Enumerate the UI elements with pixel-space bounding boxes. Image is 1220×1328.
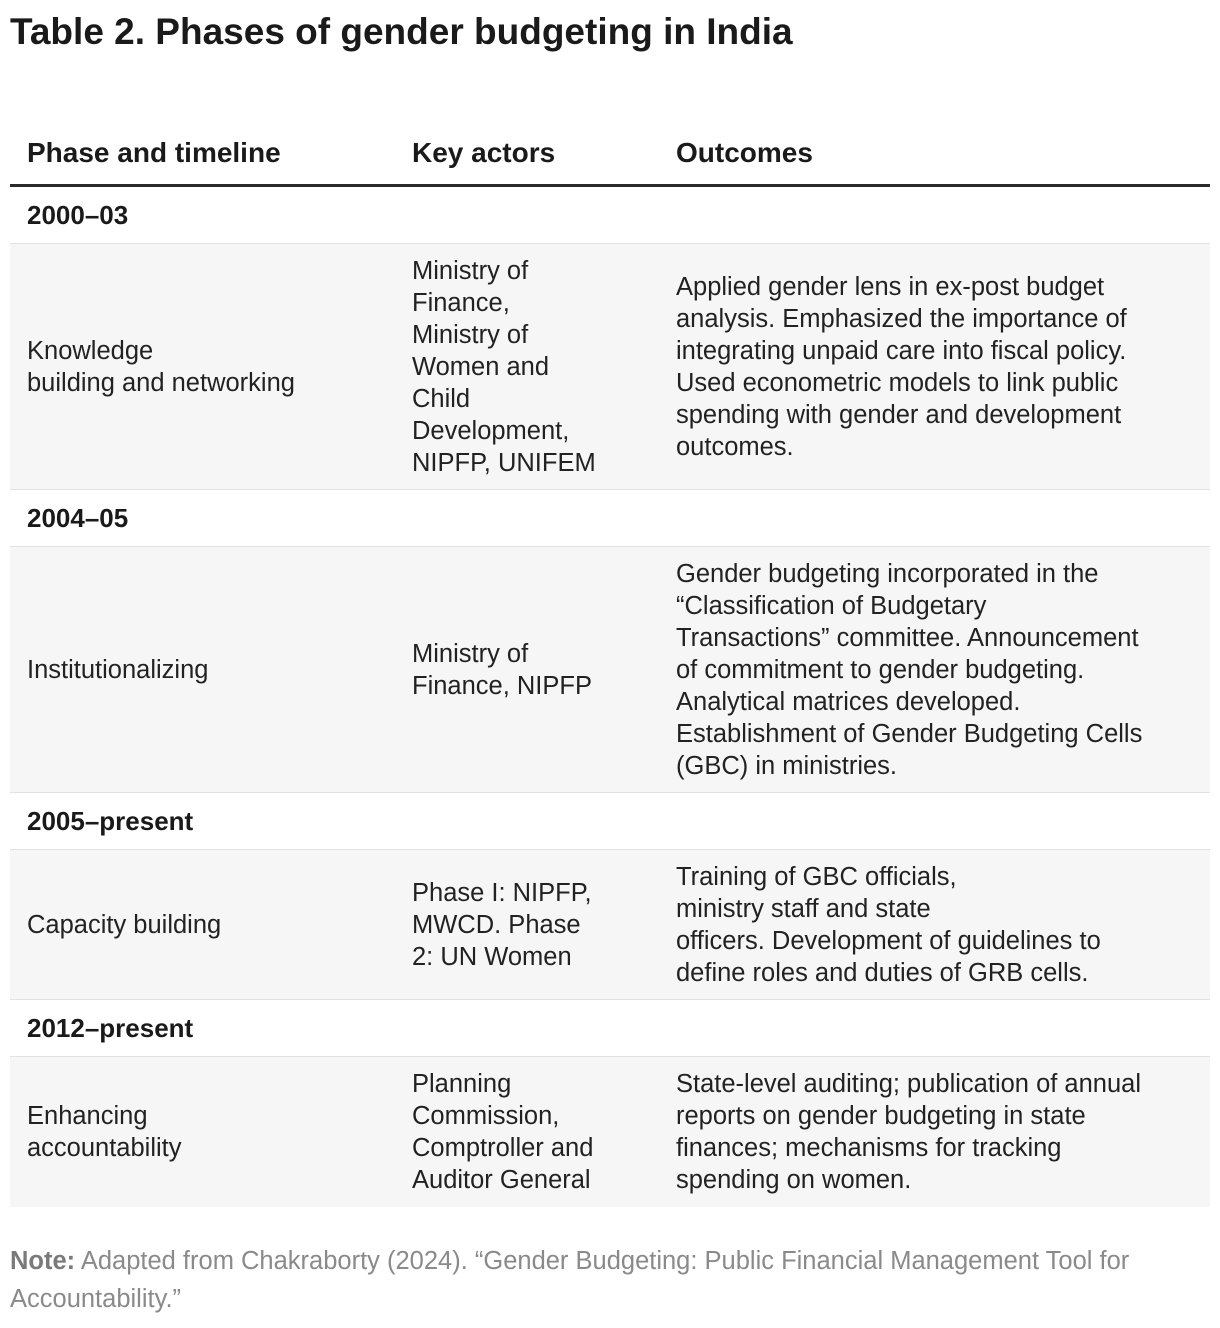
period-label: 2000–03 bbox=[27, 199, 129, 230]
actors-cell: Ministry of Finance, NIPFP bbox=[412, 639, 592, 700]
table-title: Table 2. Phases of gender budgeting in India bbox=[10, 11, 793, 52]
period-row bbox=[10, 187, 1210, 244]
header-outcomes: Outcomes bbox=[676, 137, 813, 168]
note-label: Note: bbox=[10, 1247, 76, 1275]
phase-cell: Institutionalizing bbox=[27, 655, 209, 684]
table-row bbox=[10, 547, 1210, 793]
outcomes-cell: Applied gender lens in ex-post budget analysis. Emphasized the importance of integrating unpaid care into fiscal policy. Used econometric models to link public spending with gender and development outcomes. bbox=[676, 272, 1127, 461]
period-row bbox=[10, 490, 1210, 547]
outcomes-cell: Gender budgeting incorporated in the “Classification of Budgetary Transactions” committee. Announcement of commitment to gender budgeting. Analytical matrices developed. Establishment of Gender Budgeting Cells (GBC) in ministries. bbox=[676, 559, 1143, 780]
header-actors: Key actors bbox=[412, 137, 556, 168]
period-label: 2012–present bbox=[27, 1012, 194, 1043]
period-label: 2004–05 bbox=[27, 502, 129, 533]
table-header-row bbox=[10, 122, 1210, 187]
period-row bbox=[10, 1000, 1210, 1057]
table-row bbox=[10, 244, 1210, 490]
note-text: Adapted from Chakraborty (2024). “Gender Budgeting: Public Financial Management Tool for Accountability.” bbox=[10, 1247, 1130, 1313]
header-phase: Phase and timeline bbox=[27, 137, 281, 168]
phase-cell: Capacity building bbox=[27, 910, 222, 939]
actors-cell: Ministry of Finance, Ministry of Women and Child Development, NIPFP, UNIFEM bbox=[412, 256, 596, 477]
outcomes-cell: State-level auditing; publication of annual reports on gender budgeting in state finances; mechanisms for tracking spending on women. bbox=[676, 1070, 1141, 1194]
actors-cell: Planning Commission, Comptroller and Auditor General bbox=[412, 1070, 594, 1194]
table-row bbox=[10, 850, 1210, 1000]
phase-cell: Enhancing accountability bbox=[27, 1102, 182, 1162]
outcomes-cell: Training of GBC officials, ministry staff and state officers. Development of guidelines to define roles and duties of GRB cells. bbox=[676, 862, 1101, 987]
period-label: 2005–present bbox=[27, 805, 194, 836]
table-note bbox=[10, 1242, 1200, 1318]
table-row bbox=[10, 1057, 1210, 1207]
phase-cell: Knowledge building and networking bbox=[27, 336, 295, 397]
period-row bbox=[10, 793, 1210, 850]
actors-cell: Phase I: NIPFP, MWCD. Phase 2: UN Women bbox=[412, 878, 592, 971]
phases-table bbox=[10, 122, 1210, 1207]
